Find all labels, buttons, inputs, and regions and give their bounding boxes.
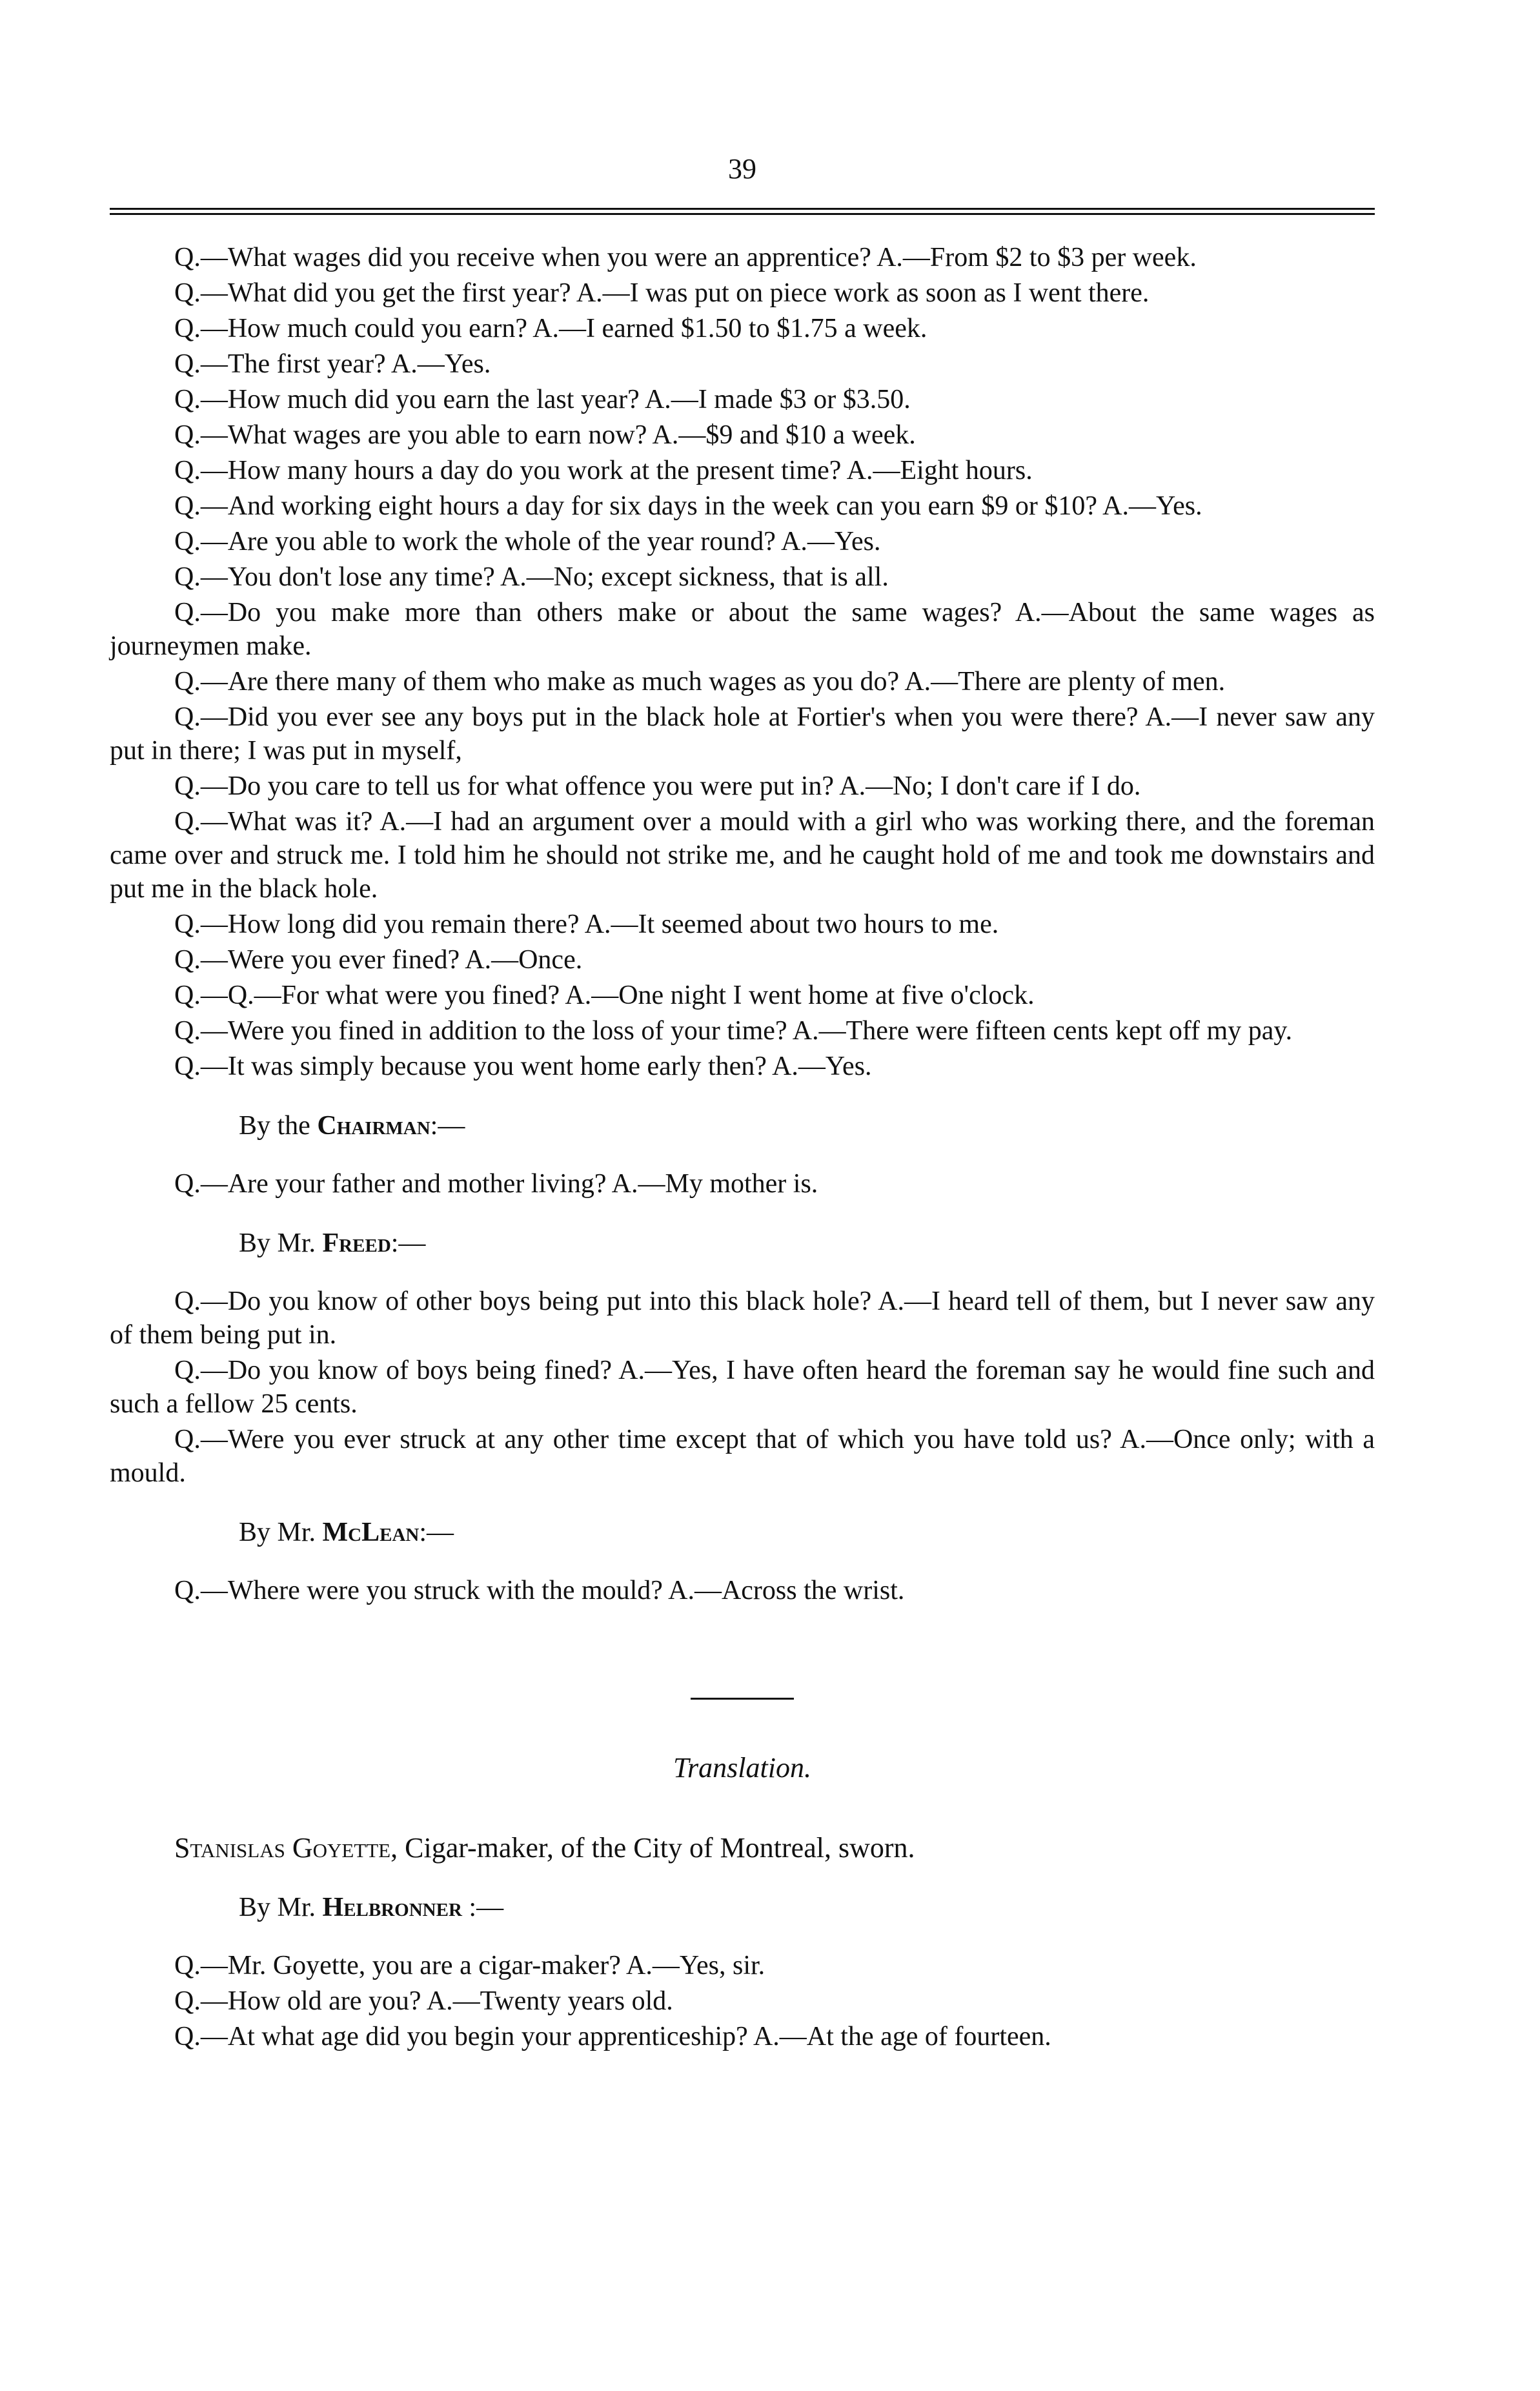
qa-paragraph: Q.—And working eight hours a day for six days in the week can you earn $9 or $10? A.—Yes. — [174, 491, 1202, 521]
examiner-name: McLean — [322, 1518, 420, 1547]
witness-name: Stanislas Goyette — [174, 1832, 391, 1864]
qa-paragraph: Q.—Do you know of boys being fined? A.—Yes, I have often heard the foreman say he would fine such and such a fellow 25 cents. — [110, 1356, 1375, 1419]
qa-paragraph: Q.—Where were you struck with the mould? A.—Across the wrist. — [174, 1576, 905, 1605]
testimony-block-5 — [110, 1949, 1375, 2053]
testimony-block-3 — [110, 1285, 1375, 1490]
examiner-heading-mclean — [110, 1516, 1375, 1549]
qa-paragraph: Q.—Are there many of them who make as much wages as you do? A.—There are plenty of men. — [174, 667, 1226, 697]
examiner-suffix: :— — [390, 1228, 426, 1258]
examiner-name: Freed — [322, 1228, 391, 1258]
qa-paragraph: Q.—The first year? A.—Yes. — [174, 349, 491, 379]
examiner-suffix: :— — [419, 1518, 454, 1547]
examiner-prefix: By Mr. — [239, 1228, 323, 1258]
qa-paragraph: Q.—At what age did you begin your apprenticeship? A.—At the age of fourteen. — [174, 2022, 1051, 2051]
testimony-block-1 — [110, 241, 1375, 1083]
examiner-name: Helbronner — [322, 1893, 462, 1922]
qa-paragraph: Q.—How many hours a day do you work at the present time? A.—Eight hours. — [174, 456, 1033, 485]
examiner-suffix: :— — [430, 1111, 465, 1141]
examiner-heading-helbronner — [110, 1891, 1375, 1924]
page-number: 39 — [728, 153, 756, 185]
qa-paragraph: Q.—How long did you remain there? A.—It seemed about two hours to me. — [174, 910, 999, 939]
section-divider-rule — [691, 1698, 794, 1700]
qa-paragraph: Q.—Did you ever see any boys put in the black hole at Fortier's when you were there? A.—I never saw any put in there; I was put in myself, — [110, 702, 1375, 766]
qa-paragraph: Q.—How old are you? A.—Twenty years old. — [174, 1986, 673, 2016]
qa-paragraph: Q.—What wages are you able to earn now? A.—$9 and $10 a week. — [174, 420, 916, 450]
qa-paragraph: Q.—You don't lose any time? A.—No; except sickness, that is all. — [174, 562, 889, 592]
qa-paragraph: Q.—Do you know of other boys being put into this black hole? A.—I heard tell of them, but I never saw any of them being put in. — [110, 1287, 1375, 1350]
witness-description: , Cigar-maker, of the City of Montreal, sworn. — [390, 1832, 915, 1864]
testimony-block-2 — [110, 1167, 1375, 1201]
qa-paragraph: Q.—Are your father and mother living? A.—My mother is. — [174, 1169, 818, 1199]
examiner-name: Chairman — [317, 1111, 431, 1141]
qa-paragraph: Q.—What was it? A.—I had an argument over a mould with a girl who was working there, and the foreman came over and struck me. I told him he should not strike me, and he caught hold of me and took me downstairs and put me in the black hole. — [110, 807, 1375, 904]
witness-heading — [110, 1831, 1375, 1865]
qa-paragraph: Q.—Were you ever fined? A.—Once. — [174, 945, 583, 975]
testimony-block-4 — [110, 1574, 1375, 1607]
examiner-prefix: By Mr. — [239, 1893, 323, 1922]
examiner-prefix: By Mr. — [239, 1518, 323, 1547]
qa-paragraph: Q.—It was simply because you went home early then? A.—Yes. — [174, 1052, 872, 1081]
qa-paragraph: Q.—Are you able to work the whole of the year round? A.—Yes. — [174, 527, 881, 556]
qa-paragraph: Q.—What wages did you receive when you were an apprentice? A.—From $2 to $3 per week. — [174, 243, 1197, 272]
document-page — [110, 155, 1375, 2055]
section-title: Translation. — [673, 1752, 811, 1784]
qa-paragraph: Q.—How much did you earn the last year? A.—I made $3 or $3.50. — [174, 385, 911, 414]
qa-paragraph: Q.—Q.—For what were you fined? A.—One night I went home at five o'clock. — [174, 981, 1035, 1010]
qa-paragraph: Q.—Do you make more than others make or about the same wages? A.—About the same wages as journeymen make. — [110, 598, 1375, 661]
examiner-suffix: :— — [461, 1893, 504, 1922]
header-double-rule — [110, 208, 1375, 215]
qa-paragraph: Q.—How much could you earn? A.—I earned $1.50 to $1.75 a week. — [174, 314, 927, 343]
examiner-heading-freed — [110, 1226, 1375, 1260]
examiner-heading-chairman — [110, 1109, 1375, 1143]
qa-paragraph: Q.—What did you get the first year? A.—I was put on piece work as soon as I went there. — [174, 278, 1150, 308]
qa-paragraph: Q.—Were you ever struck at any other time except that of which you have told us? A.—Once only; with a mould. — [110, 1425, 1375, 1488]
qa-paragraph: Q.—Were you fined in addition to the loss of your time? A.—There were fifteen cents kept off my pay. — [174, 1016, 1293, 1046]
examiner-prefix: By the — [239, 1111, 318, 1141]
qa-paragraph: Q.—Mr. Goyette, you are a cigar-maker? A.—Yes, sir. — [174, 1951, 765, 1980]
qa-paragraph: Q.—Do you care to tell us for what offence you were put in? A.—No; I don't care if I do. — [174, 771, 1141, 801]
